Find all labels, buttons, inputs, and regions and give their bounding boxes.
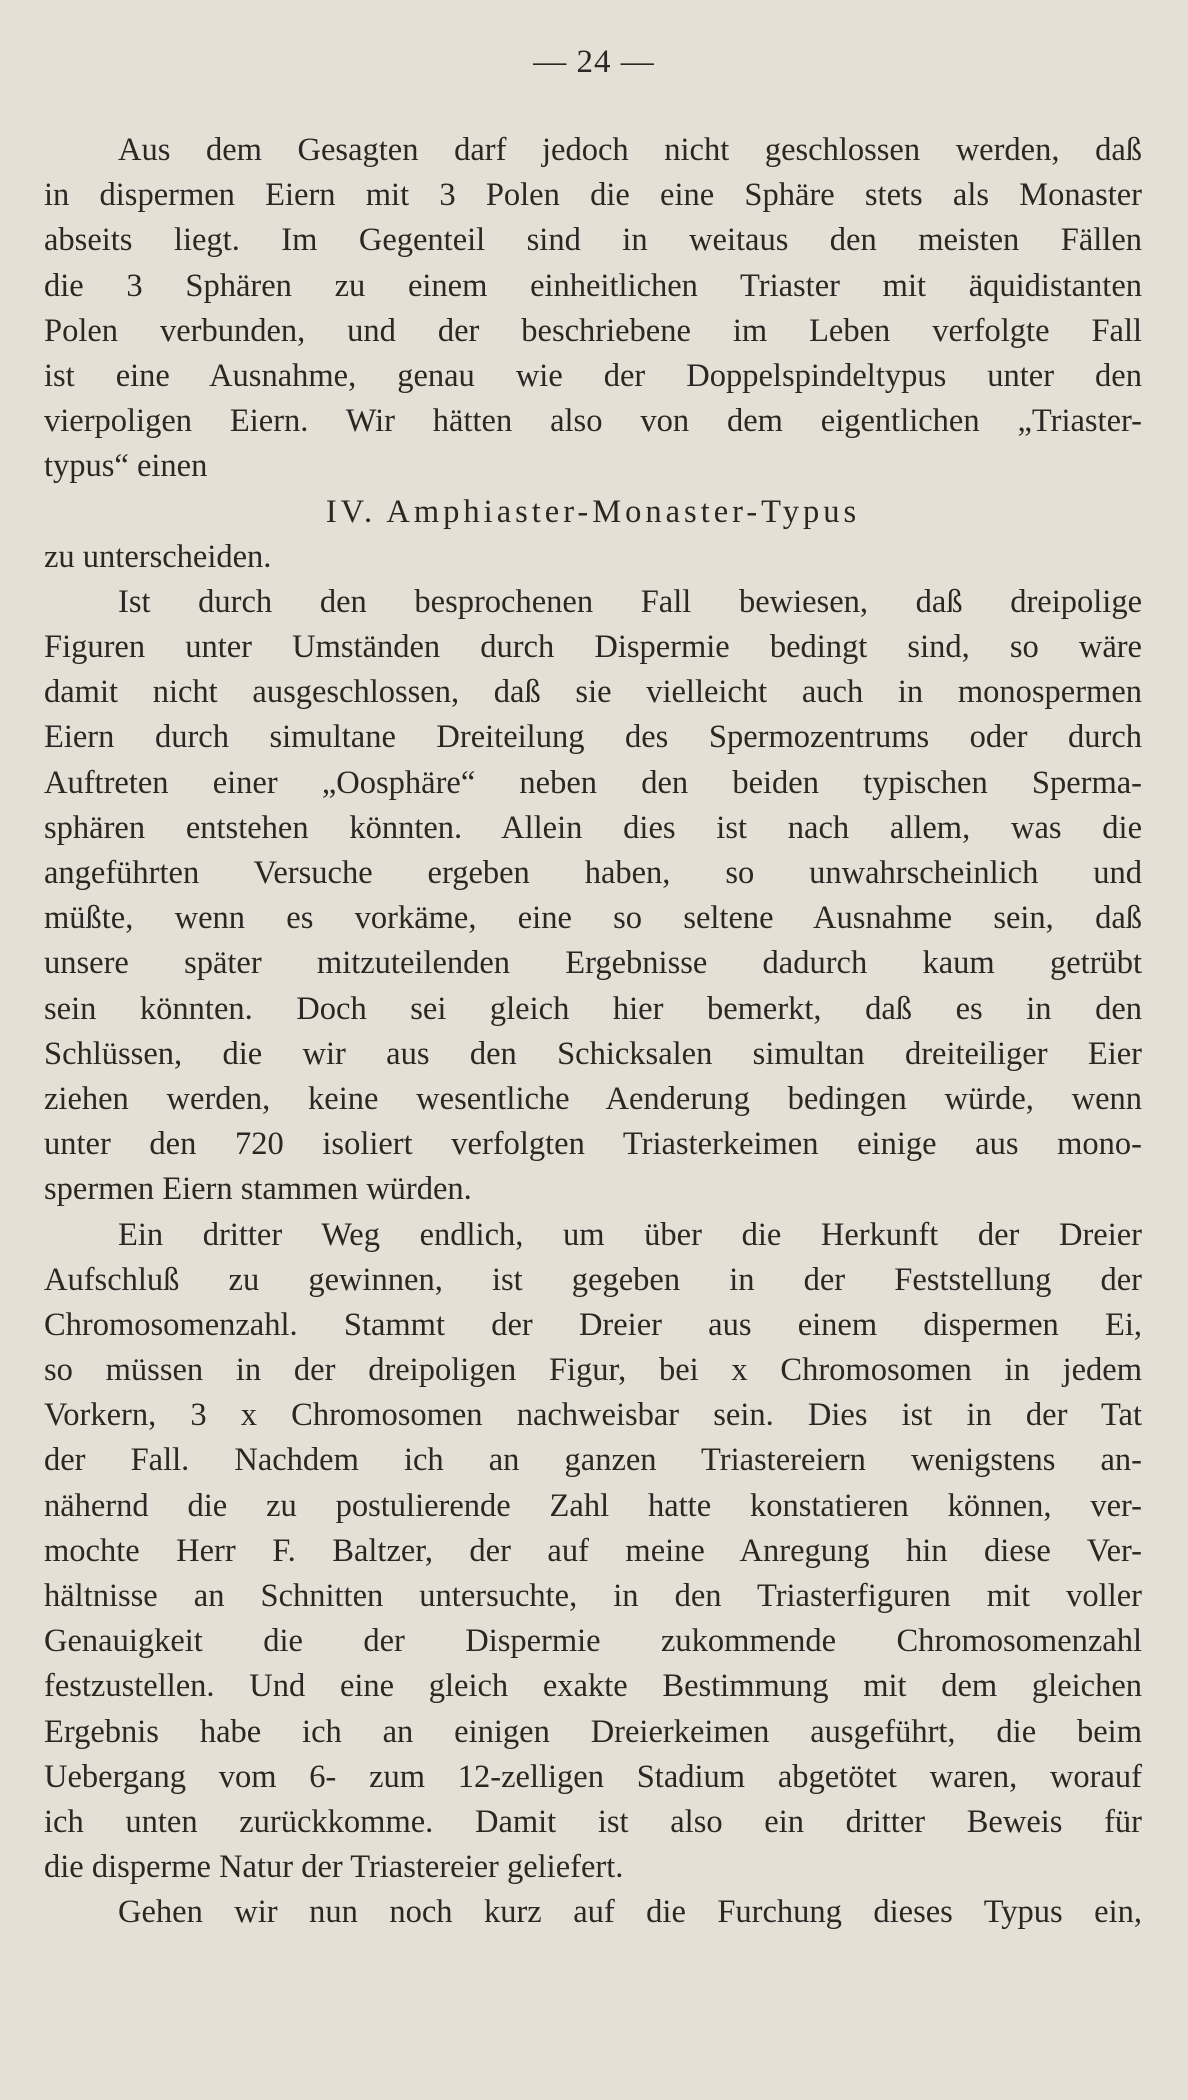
page-number: — 24 — xyxy=(533,44,655,80)
text-line: ich unten zurückkomme. Damit ist also ein dritter Beweis für xyxy=(44,1803,1142,1840)
text-line: müßte, wenn es vorkäme, eine so seltene Ausnahme sein, daß xyxy=(44,900,1142,937)
text-line: Eiern durch simultane Dreiteilung des Spermozentrums oder durch xyxy=(44,719,1142,756)
text-line: Gehen wir nun noch kurz auf die Furchung dieses Typus ein, xyxy=(118,1894,1142,1931)
text-line: Auftreten einer „Oosphäre“ neben den beiden typischen Sperma- xyxy=(44,764,1142,801)
body-text xyxy=(44,128,1142,1936)
text-line: Genauigkeit die der Dispermie zukommende Chromosomenzahl xyxy=(44,1623,1142,1660)
text-line: unsere später mitzuteilenden Ergebnisse dadurch kaum getrübt xyxy=(44,945,1142,982)
text-line: Ist durch den besprochenen Fall bewiesen, daß dreipolige xyxy=(118,583,1142,620)
section-heading: IV. Amphiaster-Monaster-Typus xyxy=(325,493,861,530)
text-line: sein könnten. Doch sei gleich hier bemerkt, daß es in den xyxy=(44,990,1142,1027)
text-line: hältnisse an Schnitten untersuchte, in den Triasterfiguren mit voller xyxy=(44,1578,1142,1614)
text-line: nähernd die zu postulierende Zahl hatte konstatieren können, ver- xyxy=(44,1487,1142,1524)
text-line: Ein dritter Weg endlich, um über die Herkunft der Dreier xyxy=(118,1216,1142,1253)
text-line: Schlüssen, die wir aus den Schicksalen simultan dreiteiliger Eier xyxy=(44,1035,1142,1072)
text-line: die 3 Sphären zu einem einheitlichen Triaster mit äquidistanten xyxy=(44,267,1142,304)
text-line: Aufschluß zu gewinnen, ist gegeben in der Feststellung der xyxy=(44,1261,1142,1298)
text-line: so müssen in der dreipoligen Figur, bei x Chromosomen in jedem xyxy=(44,1352,1142,1389)
text-line: Polen verbunden, und der beschriebene im Leben verfolgte Fall xyxy=(44,312,1142,349)
text-line: mochte Herr F. Baltzer, der auf meine Anregung hin diese Ver- xyxy=(44,1532,1142,1569)
text-line: ist eine Ausnahme, genau wie der Doppelspindeltypus unter den xyxy=(44,357,1142,394)
text-line: spermen Eiern stammen würden. xyxy=(44,1171,472,1208)
text-line: Uebergang vom 6- zum 12-zelligen Stadium abgetötet waren, worauf xyxy=(44,1758,1142,1795)
text-line: Figuren unter Umständen durch Dispermie bedingt sind, so wäre xyxy=(44,629,1142,666)
text-line: vierpoligen Eiern. Wir hätten also von dem eigentlichen „Triaster- xyxy=(44,403,1142,440)
text-line: festzustellen. Und eine gleich exakte Bestimmung mit dem gleichen xyxy=(44,1668,1142,1705)
text-line: ziehen werden, keine wesentliche Aenderung bedingen würde, wenn xyxy=(44,1080,1142,1117)
text-line: sphären entstehen könnten. Allein dies ist nach allem, was die xyxy=(44,809,1142,846)
text-line: Aus dem Gesagten darf jedoch nicht geschlossen werden, daß xyxy=(118,132,1142,168)
text-line: abseits liegt. Im Gegenteil sind in weitaus den meisten Fällen xyxy=(44,222,1142,259)
text-line: angeführten Versuche ergeben haben, so unwahrscheinlich und xyxy=(44,855,1142,891)
text-line: zu unterscheiden. xyxy=(44,538,272,575)
text-line: in dispermen Eiern mit 3 Polen die eine Sphäre stets als Monaster xyxy=(44,177,1142,214)
text-line: Ergebnis habe ich an einigen Dreierkeimen ausgeführt, die beim xyxy=(44,1713,1142,1750)
text-line: die disperme Natur der Triastereier geliefert. xyxy=(44,1849,624,1886)
text-line: der Fall. Nachdem ich an ganzen Triastereiern wenigstens an- xyxy=(44,1442,1142,1479)
text-line: Vorkern, 3 x Chromosomen nachweisbar sein. Dies ist in der Tat xyxy=(44,1397,1142,1434)
text-line: typus“ einen xyxy=(44,448,208,485)
text-line: damit nicht ausgeschlossen, daß sie vielleicht auch in monospermen xyxy=(44,674,1142,711)
text-line: Chromosomenzahl. Stammt der Dreier aus einem dispermen Ei, xyxy=(44,1306,1142,1343)
text-line: unter den 720 isoliert verfolgten Triasterkeimen einige aus mono- xyxy=(44,1126,1142,1163)
